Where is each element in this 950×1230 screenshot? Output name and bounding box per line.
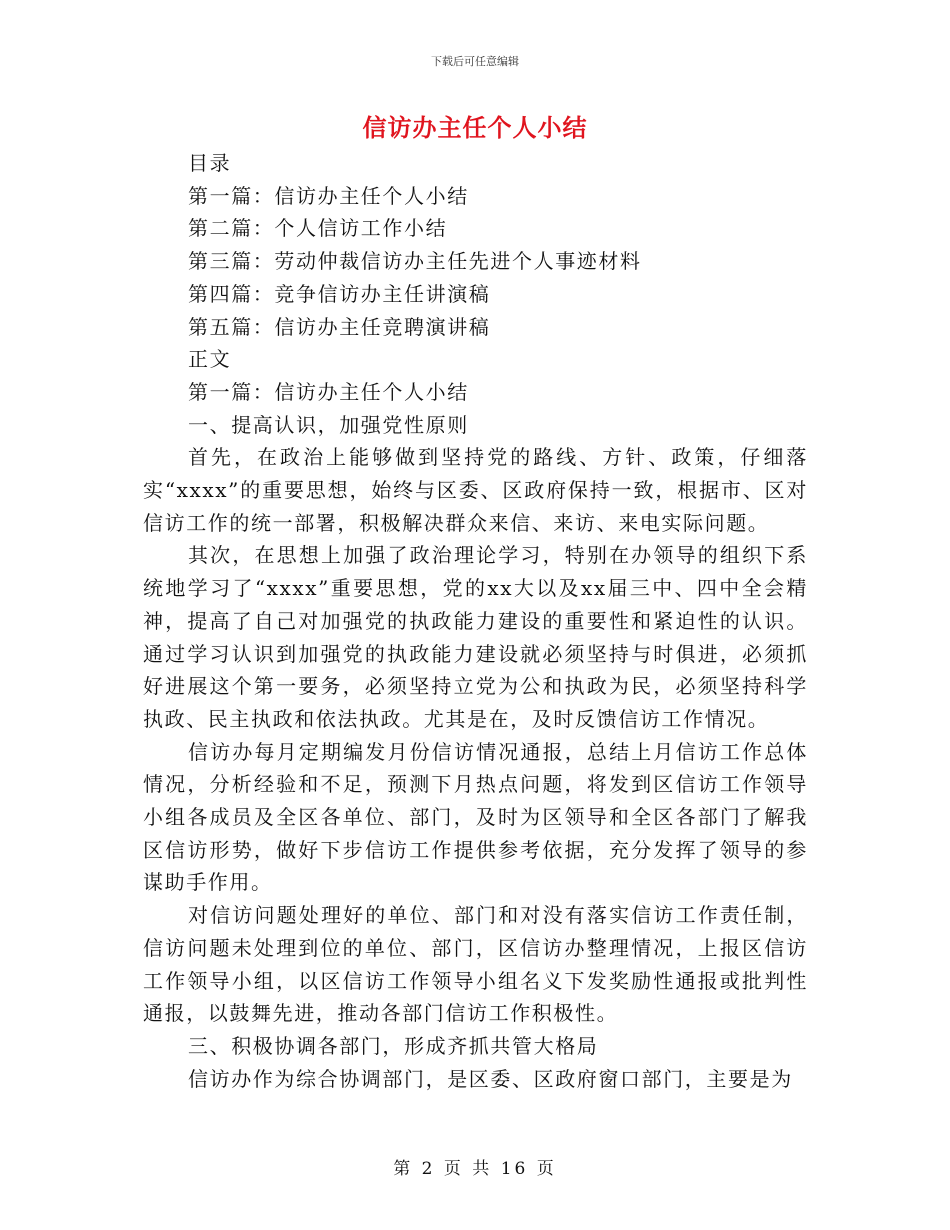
- section-heading: 一、提高认识，加强党性原则: [188, 412, 469, 437]
- paragraph: 信访办每月定期编发月份信访情况通报，总结上月信访工作总体情况，分析经验和不足，预测下月热点问题，将发到区信访工作领导小组各成员及全区各单位、部门，及时为区领导和全区各部门了解我区信访形势，做好下步信访工作提供参考依据，充分发挥了领导的参谋助手作用。: [143, 739, 808, 895]
- toc-item: 第二篇：个人信访工作小结: [188, 216, 448, 241]
- paragraph: 其次，在思想上加强了政治理论学习，特别在办领导的组织下系统地学习了“xxxx”重要思想，党的xx大以及xx届三中、四中全会精神，提高了自己对加强党的执政能力建设的重要性和紧迫性的认识。通过学习认识到加强党的执政能力建设就必须坚持与时俱进，必须抓好进展这个第一要务，必须坚持立党为公和执政为民，必须坚持科学执政、民主执政和依法执政。尤其是在，及时反馈信访工作情况。: [143, 543, 808, 731]
- document-body: [143, 147, 808, 1095]
- page-number: 第 2 页 共 16 页: [393, 1159, 557, 1179]
- toc-item: 第三篇：劳动仲裁信访办主任先进个人事迹材料: [188, 249, 642, 274]
- toc-item: 第四篇：竞争信访办主任讲演稿: [188, 281, 491, 306]
- paragraph: 首先，在政治上能够做到坚持党的路线、方针、政策，仔细落实“xxxx”的重要思想，始终与区委、区政府保持一致，根据市、区对信访工作的统一部署，积极解决群众来信、来访、来电实际问题。: [143, 445, 808, 535]
- toc-item: 第一篇：信访办主任个人小结: [188, 183, 469, 208]
- toc-label: 目录: [188, 151, 232, 175]
- toc-item: 第五篇：信访办主任竞聘演讲稿: [188, 314, 491, 339]
- document-title: 信访办主任个人小结: [362, 113, 588, 142]
- main-text-label: 正文: [188, 347, 232, 372]
- chapter-title: 第一篇：信访办主任个人小结: [188, 379, 469, 404]
- section-heading: 三、积极协调各部门，形成齐抓共管大格局: [188, 1033, 599, 1058]
- paragraph: 对信访问题处理好的单位、部门和对没有落实信访工作责任制，信访问题未处理到位的单位、部门，区信访办整理情况，上报区信访工作领导小组，以区信访工作领导小组名义下发奖励性通报或批判性通报，以鼓舞先进，推动各部门信访工作积极性。: [143, 903, 808, 1026]
- paragraph: 信访办作为综合协调部门，是区委、区政府窗口部门，主要是为: [188, 1066, 793, 1091]
- page-header-note: 下载后可任意编辑: [431, 55, 519, 68]
